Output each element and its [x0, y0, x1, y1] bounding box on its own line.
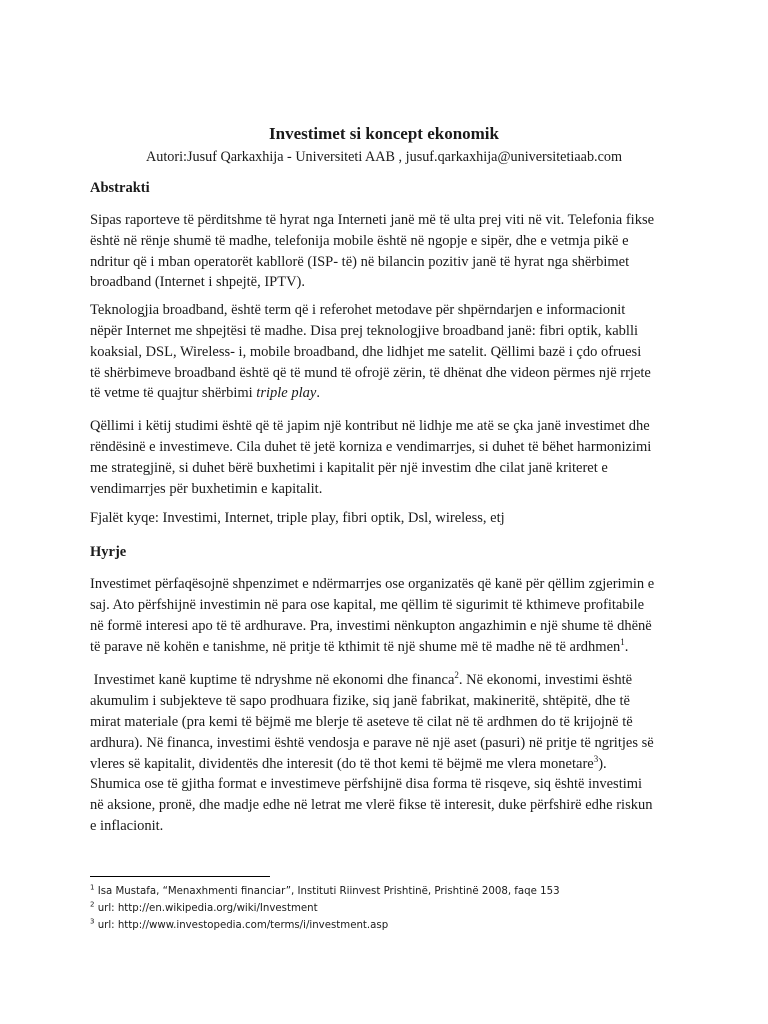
footnote-1 [90, 883, 690, 900]
text-line: mirat materiale (pra kemi të bëjmë me blerje të aseteve të cilat në të ardhmen do të krijojnë të [90, 713, 633, 730]
paper-body [90, 123, 678, 837]
text-line [90, 670, 678, 691]
text-line: Qëllimi i këtij studimi është që të japim një kontribut në lidhje me atë se çka janë investimet dhe [90, 418, 650, 435]
keywords-line: Fjalët kyqe: Investimi, Internet, triple play, fibri optik, Dsl, wireless, etj [90, 510, 505, 527]
emphasis-triple-play: triple play [256, 385, 317, 402]
footnote-mark: 2 [90, 900, 95, 909]
intro-paragraph-1 [90, 574, 678, 657]
text-line: e inflacionit. [90, 817, 164, 834]
text-line: rëndësinë e investimeve. Cila duhet të jetë korniza e vendimarrjes, si duhet të bëhet harmonizimi [90, 438, 652, 455]
text-run: të parave në kohën e tanishme, në pritje të kthimit të një shume më të madhe në të ardhmen [90, 638, 621, 655]
text-line: akumulim i subjekteve të sapo prodhuara fizike, siq janë fabrikat, makineritë, shtëpitë, dhe të [90, 693, 630, 710]
text-line: me strategjinë, si duhet bërë buxhetimi i kapitalit për një investim dhe cilat janë kriteret e [90, 459, 608, 476]
footnote-2 [90, 900, 690, 917]
footnote-mark: 1 [90, 883, 95, 892]
text-line: në formë interesi apo të të ardhurave. Pra, investimi nënkupton angazhimin e një shume të dhënë [90, 617, 652, 634]
keywords [90, 508, 678, 529]
text-line: në aksione, pronë, dhe madje edhe në letrat me vlerë fikse të interesit, duke përfshirë edhe riskun [90, 797, 653, 814]
footnote-mark: 3 [90, 917, 95, 926]
abstract-paragraph-2 [90, 300, 678, 404]
author-line: Autori:Jusuf Qarkaxhija - Universiteti AAB , jusuf.qarkaxhija@universitetiaab.com [145, 149, 623, 165]
text-line: Investimet përfaqësojnë shpenzimet e ndërmarrjes ose organizatës që kanë për qëllim zgjerimin e [90, 576, 655, 593]
text-line: ndritur që i mban operatorët kabllorë (ISP- të) në bilancin pozitiv janë të hyrat nga shërbimet [90, 253, 630, 270]
footnote-link[interactable]: url: http://en.wikipedia.org/wiki/Investment [94, 903, 318, 914]
footnotes [90, 876, 690, 934]
text-line: të parave në kohën e tanishme, në pritje të kthimit të një shume më të madhe në të ardhmen$^1$. [90, 636, 629, 655]
footnote-ref-1[interactable]: 1 [620, 636, 625, 647]
abstract-heading: Abstrakti [90, 180, 150, 196]
text-line: vendimarrjes për buxhetimin e kapitalit. [90, 480, 323, 497]
intro-heading: Hyrje [90, 544, 127, 561]
text-run: të vetme të quajtur shërbimi [90, 385, 257, 402]
footnote-ref-3[interactable]: 3 [593, 753, 599, 764]
text-line: Sipas raporteve të përditshme të hyrat nga Interneti janë më të ulta prej viti në vit. Telefonia fikse [90, 212, 655, 228]
footnote-divider [90, 876, 270, 877]
text-run: . Në ekonomi, investimi është [458, 672, 633, 689]
text-run: Investimet kanë kuptime të ndryshme në ekonomi dhe financa [90, 672, 455, 689]
footnote-ref-2[interactable]: 2 [454, 670, 459, 681]
text-run: ). [598, 755, 607, 772]
paper-title: Investimet si koncept ekonomik [269, 124, 499, 143]
text-line: saj. Ato përfshijnë investimin në para ose kapital, me qëllim të sigurimit të kthimeve profitabile [90, 596, 645, 613]
text-line: koaksial, DSL, Wireless- i, mobile broadband, dhe lidhjet me satelit. Qëllimi bazë i çdo ofruesi [90, 343, 642, 360]
footnote-text: Isa Mustafa, “Menaxhmenti financiar”, Instituti Riinvest Prishtinë, Prishtinë 2008, faqe 153 [94, 886, 560, 897]
text-line: nëpër Internet me shpejtësi të madhe. Disa prej teknologjive broadband janë: fibri optik, kablli [90, 322, 639, 339]
text-line: broadband (Internet i shpejtë, IPTV). [90, 274, 306, 291]
abstract-paragraph-3 [90, 416, 678, 499]
footnote-3 [90, 917, 690, 934]
text-run: vleres së kapitalit, dividentës dhe interesit (do të thot kemi të bëjmë me vlera monetare [90, 755, 594, 772]
intro-paragraph-2 [90, 670, 678, 836]
text-line: Teknologjia broadband, është term që i referohet metodave për shpërndarjen e informacionit [90, 302, 626, 319]
text-line [90, 383, 678, 404]
text-line: të shërbimeve broadband është që të mund të ofrojë zërin, të dhënat dhe videon përmes një rrjete [90, 364, 651, 381]
text-line: ardhura). Në financa, investimi është vendosja e parave në një aset (pasuri) në pritje të ngritjes së [90, 734, 654, 751]
footnote-link[interactable]: url: http://www.investopedia.com/terms/i/investment.asp [94, 920, 389, 931]
text-line: Shumica ose të gjitha format e investimeve përfshijnë disa forma të risqeve, siq është investimi [90, 776, 643, 793]
text-line [90, 754, 678, 775]
text-run: . [316, 385, 320, 402]
abstract-paragraph-1 [90, 210, 678, 293]
text-line: është në rënje shumë të madhe, telefonija mobile është në ngopje e sipër, dhe e vetmja pikë e [90, 232, 629, 249]
